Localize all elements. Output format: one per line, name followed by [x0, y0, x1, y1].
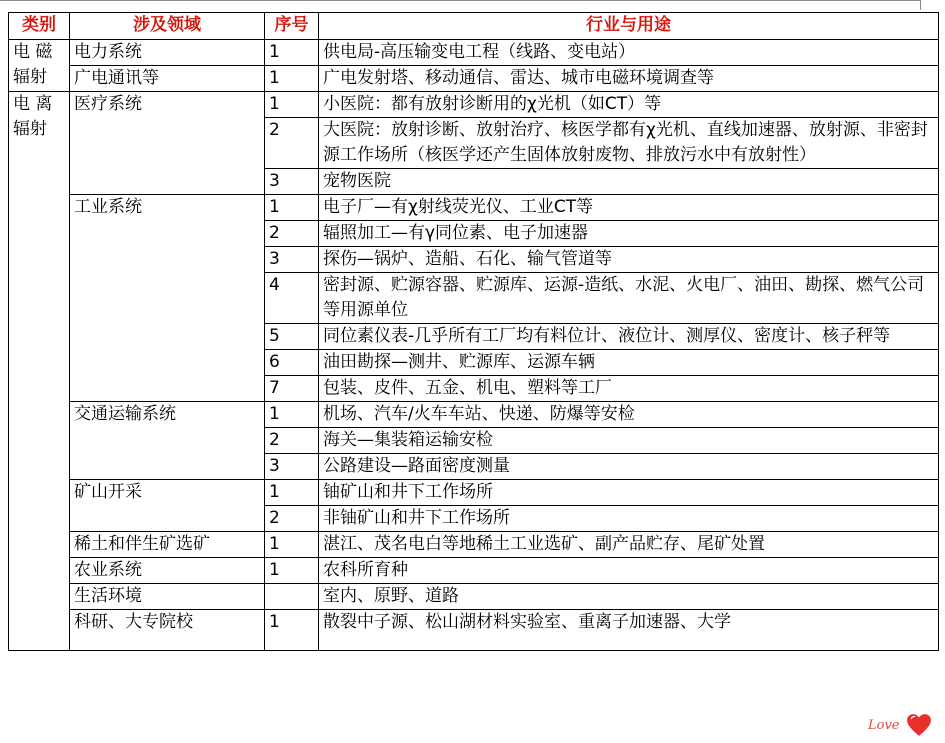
seq-cell: 1: [265, 558, 319, 584]
usage-cell: 散裂中子源、松山湖材料实验室、重离子加速器、大学: [319, 610, 939, 651]
seq-cell: 3: [265, 169, 319, 195]
seq-cell: 1: [265, 532, 319, 558]
usage-cell: 非铀矿山和井下工作场所: [319, 506, 939, 532]
category-ion: 电 离辐射: [9, 92, 70, 651]
field-cell: 广电通讯等: [70, 66, 265, 92]
seq-cell: 7: [265, 376, 319, 402]
field-cell: 医疗系统: [70, 92, 265, 195]
table-row: [9, 195, 939, 221]
table-row: [9, 532, 939, 558]
seq-cell: 5: [265, 324, 319, 350]
seq-cell: 4: [265, 273, 319, 324]
usage-cell: 公路建设—路面密度测量: [319, 454, 939, 480]
seq-cell: 2: [265, 118, 319, 169]
seq-cell: 2: [265, 428, 319, 454]
header-field: 涉及领域: [70, 13, 265, 40]
usage-cell: 宠物医院: [319, 169, 939, 195]
top-border-line: [0, 0, 920, 1]
field-cell: 科研、大专院校: [70, 610, 265, 651]
table-row: [9, 480, 939, 506]
usage-cell: 农科所育种: [319, 558, 939, 584]
header-usage: 行业与用途: [319, 13, 939, 40]
seq-cell: 2: [265, 506, 319, 532]
usage-cell: 小医院：都有放射诊断用的χ光机（如CT）等: [319, 92, 939, 118]
seq-cell: 6: [265, 350, 319, 376]
usage-cell: 广电发射塔、移动通信、雷达、城市电磁环境调查等: [319, 66, 939, 92]
usage-cell: 探伤—锅炉、造船、石化、输气管道等: [319, 247, 939, 273]
table-row: [9, 558, 939, 584]
usage-cell: 密封源、贮源容器、贮源库、运源-造纸、水泥、火电厂、油田、勘探、燃气公司等用源单位: [319, 273, 939, 324]
field-cell: 生活环境: [70, 584, 265, 610]
usage-cell: 电子厂—有χ射线荧光仪、工业CT等: [319, 195, 939, 221]
love-logo-text: Love: [868, 718, 900, 733]
usage-cell: 辐照加工—有γ同位素、电子加速器: [319, 221, 939, 247]
field-cell: 交通运输系统: [70, 402, 265, 480]
usage-cell: 大医院：放射诊断、放射治疗、核医学都有χ光机、直线加速器、放射源、非密封源工作场所（核医学还产生固体放射废物、排放污水中有放射性）: [319, 118, 939, 169]
usage-cell: 包装、皮件、五金、机电、塑料等工厂: [319, 376, 939, 402]
seq-cell: 3: [265, 247, 319, 273]
seq-cell: 1: [265, 92, 319, 118]
field-cell: 工业系统: [70, 195, 265, 402]
field-cell: 农业系统: [70, 558, 265, 584]
seq-cell: [265, 584, 319, 610]
field-cell: 稀土和伴生矿选矿: [70, 532, 265, 558]
usage-cell: 机场、汽车/火车车站、快递、防爆等安检: [319, 402, 939, 428]
table-row: [9, 40, 939, 66]
seq-cell: 1: [265, 610, 319, 651]
usage-cell: 湛江、茂名电白等地稀土工业选矿、副产品贮存、尾矿处置: [319, 532, 939, 558]
love-logo: [868, 712, 944, 742]
usage-cell: 供电局-高压输变电工程（线路、变电站）: [319, 40, 939, 66]
table-row: [9, 92, 939, 118]
table-row: [9, 584, 939, 610]
usage-cell: 海关—集装箱运输安检: [319, 428, 939, 454]
table-row: [9, 66, 939, 92]
usage-cell: 室内、原野、道路: [319, 584, 939, 610]
side-border-line: [920, 0, 921, 10]
usage-cell: 油田勘探—测井、贮源库、运源车辆: [319, 350, 939, 376]
field-cell: 电力系统: [70, 40, 265, 66]
field-cell: 矿山开采: [70, 480, 265, 532]
radiation-sources-table: [8, 12, 939, 651]
table-row: [9, 402, 939, 428]
seq-cell: 1: [265, 40, 319, 66]
seq-cell: 1: [265, 480, 319, 506]
seq-cell: 1: [265, 195, 319, 221]
category-em: 电 磁辐射: [9, 40, 70, 92]
usage-cell: 同位素仪表-几乎所有工厂均有料位计、液位计、测厚仪、密度计、核子秤等: [319, 324, 939, 350]
table-row: [9, 610, 939, 651]
header-seq: 序号: [265, 13, 319, 40]
seq-cell: 1: [265, 66, 319, 92]
seq-cell: 1: [265, 402, 319, 428]
seq-cell: 2: [265, 221, 319, 247]
seq-cell: 3: [265, 454, 319, 480]
usage-cell: 铀矿山和井下工作场所: [319, 480, 939, 506]
heart-icon: [906, 712, 932, 738]
header-category: 类别: [9, 13, 70, 40]
header-row: [9, 13, 939, 40]
